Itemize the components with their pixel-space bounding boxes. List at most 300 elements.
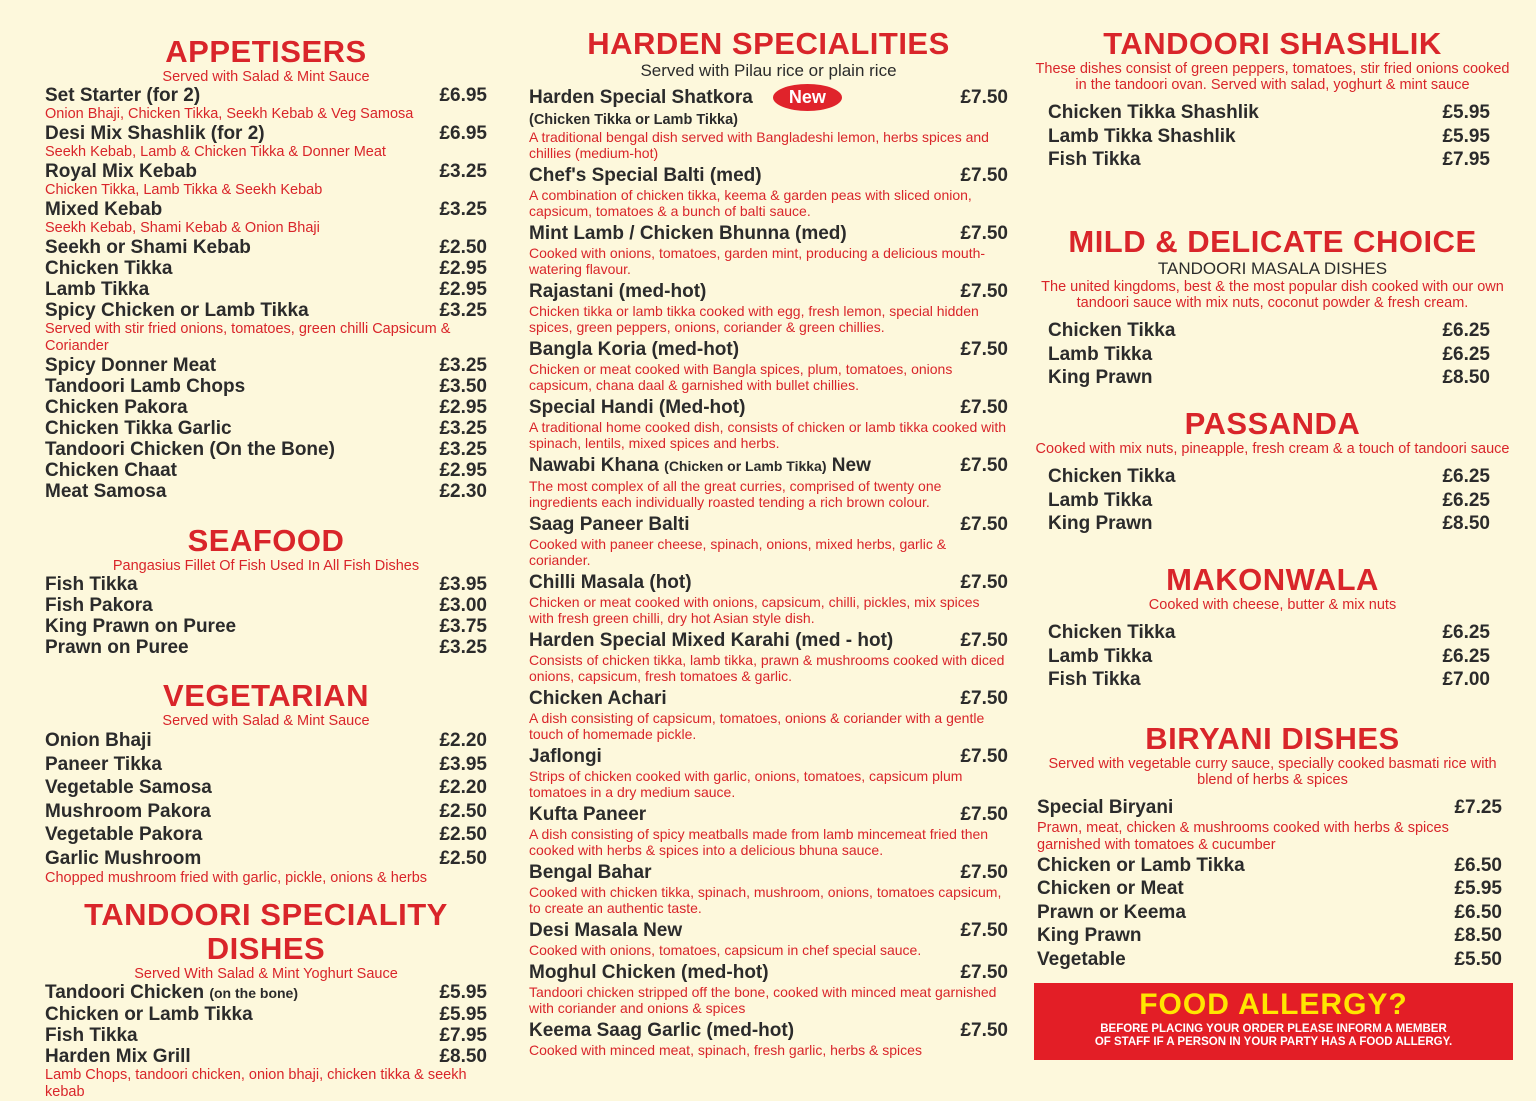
menu-item [45,729,487,753]
section-mild-delicate-choice [1035,225,1510,390]
item-price: £2.50 [439,237,487,258]
item-price: £3.25 [439,300,487,321]
item-name-group [529,745,602,768]
menu-item-row [45,376,487,397]
item-name: Seekh or Shami Kebab [45,237,251,258]
item-price: £7.50 [960,223,1008,244]
menu-item-row [1048,645,1490,669]
menu-item-row [1037,924,1502,948]
section-subtitle: Served with vegetable curry sauce, specially cooked basmati rice with blend of herbs & spices [1048,756,1497,788]
menu-item-row [45,753,487,777]
item-name-group [1037,948,1126,972]
menu-item [1037,901,1502,925]
section-subtitle: These dishes consist of green peppers, tomatoes, stir fried onions cooked in the tandoori ovan. Served with salad, yoghurt & mint sauce [1035,61,1510,93]
item-name-group [45,753,162,777]
item-list [1035,621,1510,692]
item-price: £7.50 [960,862,1008,883]
menu-item-row [529,454,1008,478]
menu-item-row [45,418,487,439]
item-name: Tandoori Chicken (On the Bone) [45,439,335,460]
item-price: £7.50 [960,165,1008,186]
menu-item-row [45,729,487,753]
item-price: £7.95 [439,1025,487,1046]
item-price: £2.20 [439,730,487,751]
menu-item [1048,512,1490,536]
item-name-group [45,258,172,279]
item-name: Chicken Tikka Garlic [45,418,232,439]
menu-item [529,629,1008,684]
item-description: The most complex of all the great curries, comprised of twenty one ingredients each individually roasted tending a rich brown colour. [529,478,942,510]
menu-item-row [529,687,1008,710]
item-price: £2.95 [439,397,487,418]
menu-item-row [529,1019,1008,1042]
item-name: Lamb Tikka [1048,645,1153,667]
menu-item [45,595,487,616]
new-badge: New [773,84,842,111]
item-list [45,85,487,502]
item-description: A dish consisting of spicy meatballs made from lamb mincemeat fried then cooked with herbs & spices into a delicious bhuna sauce. [529,826,989,858]
item-name: Mint Lamb / Chicken Bhunna (med) [529,223,847,244]
menu-item-row [529,919,1008,942]
item-price: £8.50 [439,1046,487,1067]
menu-item [529,1019,1008,1058]
item-name: Chicken Pakora [45,397,188,418]
section-title: APPETISERS [165,34,367,69]
menu-item-row [529,84,1008,111]
item-name: Royal Mix Kebab [45,161,198,182]
menu-item [529,919,1008,958]
item-name-group [529,396,745,419]
item-note: (Chicken or Lamb Tikka) [664,458,827,474]
section-heading: TANDOORI MASALA DISHES [1157,259,1388,278]
item-name-group [45,982,298,1004]
menu-item [45,616,487,637]
item-price: £7.50 [960,630,1008,651]
menu-item [1048,319,1490,343]
item-name: Desi Mix Shashlik (for 2) [45,123,265,144]
item-price: £8.50 [1442,513,1490,534]
item-price: £8.50 [1442,367,1490,388]
item-list [45,982,487,1101]
menu-item [529,396,1008,451]
item-name: Rajastani (med-hot) [529,281,707,302]
section-subtitle: Cooked with cheese, butter & mix nuts [1148,597,1397,613]
item-description: Chicken tikka or lamb tikka cooked with egg, fresh lemon, special hidden spices, green peppers, onions, coriander & green chillies. [529,303,979,335]
item-price: £3.95 [439,753,487,775]
item-price: £3.25 [439,439,487,460]
section-title: TANDOORI SHASHLIK [1103,26,1442,61]
item-price: £7.50 [960,1020,1008,1041]
item-name-group [45,123,265,144]
item-name-group [529,961,769,984]
menu-item [529,222,1008,277]
item-list [1035,101,1510,172]
menu-item [45,823,487,847]
menu-item [45,85,487,123]
item-name-group [45,279,149,300]
section-seafood [45,524,487,658]
item-price: £7.50 [960,339,1008,360]
menu-item [45,199,487,237]
item-price: £6.25 [1442,622,1490,643]
section-tandoori-speciality-dishes [45,898,487,1101]
menu-item-row [1048,668,1490,692]
menu-item [1048,489,1490,513]
menu-item-row [45,1004,487,1025]
menu-item-row [529,803,1008,826]
item-name: Garlic Mushroom [45,847,202,869]
menu-item-row [529,571,1008,594]
item-name-group [1048,465,1175,489]
section-passanda [1035,407,1510,536]
menu-item-row [1048,366,1490,390]
menu-item-row [45,847,487,871]
item-name-group [45,161,197,182]
item-name: Harden Special Mixed Karahi (med - hot) [529,630,894,651]
item-name: King Prawn [1048,513,1153,534]
item-name-group [1037,901,1186,925]
menu-item-row [1048,343,1490,367]
item-name: Tandoori Chicken [45,982,205,1003]
item-price: £8.50 [1454,925,1502,946]
item-price: £5.95 [439,1004,487,1025]
item-name: Kufta Paneer [529,804,647,825]
allergy-text: BEFORE PLACING YOUR ORDER PLEASE INFORM A MEMBER OF STAFF IF A PERSON IN YOUR PARTY HAS A FOOD ALLERGY. [1094,1023,1453,1048]
item-name-group [1048,512,1153,536]
section-tandoori-shashlik [1035,27,1510,172]
item-name: Chicken Achari [529,688,667,709]
item-name: Chicken Chaat [45,460,177,481]
item-price: £7.50 [960,397,1008,418]
item-price: £7.50 [960,962,1008,983]
item-name-group [45,376,245,397]
menu-item-row [45,1046,487,1067]
menu-item [45,397,487,418]
item-price: £3.50 [439,376,487,397]
item-name-group [1037,854,1245,878]
item-name-group [45,439,335,460]
item-price: £6.95 [439,85,487,106]
item-name-group [529,861,651,884]
item-list [45,729,487,887]
menu-item [529,164,1008,219]
item-description: Prawn, meat, chicken & mushrooms cooked with herbs & spices garnished with tomatoes & cucumber [1037,819,1449,853]
item-name: Bengal Bahar [529,862,652,883]
item-name: Chef's Special Balti (med) [529,165,762,186]
item-name: Special Handi (Med-hot) [529,397,746,418]
item-name: Set Starter (for 2) [45,85,201,106]
item-description: Tandoori chicken stripped off the bone, cooked with minced meat garnished with coriander and onions & spices [529,984,997,1016]
item-name-group [529,629,893,652]
menu-item-row [529,164,1008,187]
item-name: Chicken Tikka [1048,466,1176,487]
item-name: Lamb Tikka Shashlik [1048,125,1236,147]
menu-item [529,803,1008,858]
item-name: Desi Masala New [529,920,683,941]
menu-item-row [45,397,487,418]
menu-item-row [529,396,1008,419]
item-name: Chicken or Meat [1037,878,1184,899]
menu-item-row [529,745,1008,768]
item-price: £7.50 [960,455,1008,476]
section-title: PASSANDA [1184,406,1361,441]
menu-item [45,776,487,800]
item-name: Harden Mix Grill [45,1046,191,1067]
menu-item-row [529,629,1008,652]
item-name-group [45,1025,138,1046]
section-subtitle: Served with Salad & Mint Sauce [162,69,370,85]
menu-item [1037,796,1502,854]
item-name: Onion Bhaji [45,730,152,751]
item-price: £7.25 [1454,797,1502,818]
item-price: £5.50 [1454,948,1502,970]
item-name: Lamb Tikka [45,279,150,300]
item-list [529,84,1008,1058]
item-name: Mixed Kebab [45,199,163,220]
menu-item [45,982,487,1004]
menu-item [45,300,487,355]
menu-item-row [1048,148,1490,172]
menu-item [529,280,1008,335]
menu-item-row [1048,512,1490,536]
item-description: Consists of chicken tikka, lamb tikka, prawn & mushrooms cooked with diced onions, capsicum, fresh tomatoes & garlic. [529,652,1005,684]
menu-item [45,1004,487,1025]
allergy-title: FOOD ALLERGY? [1139,988,1408,1021]
section-harden-specialities [529,27,1008,1058]
menu-item [45,847,487,888]
item-name-group [45,397,188,418]
item-name: Chicken or Lamb Tikka [1037,854,1245,876]
item-price: £6.25 [1442,489,1490,511]
item-name-group [45,574,138,595]
item-name-group [45,355,216,376]
item-list [1035,465,1510,536]
item-price: £3.95 [439,574,487,595]
item-price: £7.00 [1442,669,1490,690]
item-name: Vegetable Pakora [45,824,203,845]
menu-item [45,460,487,481]
item-price: £6.25 [1442,466,1490,487]
item-price: £7.50 [960,804,1008,825]
menu-item [1048,148,1490,172]
menu-item [45,637,487,658]
section-title: HARDEN SPECIALITIES [587,26,950,61]
menu-item-row [1037,854,1502,878]
item-name-group [1037,924,1142,948]
menu-item [45,237,487,258]
item-name-group [1037,796,1173,820]
item-name: Keema Saag Garlic (med-hot) [529,1020,795,1041]
item-name: King Prawn on Puree [45,616,237,637]
item-name: Chilli Masala (hot) [529,572,692,593]
item-name: Fish Tikka [45,1025,138,1046]
item-name-group [45,800,211,824]
item-price: £6.25 [1442,343,1490,365]
menu-item-row [529,280,1008,303]
menu-item-row [1048,101,1490,125]
section-subtitle: Served With Salad & Mint Yoghurt Sauce [134,966,398,982]
section-title: MILD & DELICATE CHOICE [1068,224,1477,259]
item-name: King Prawn [1037,925,1142,946]
menu-item [45,753,487,777]
item-description: Chicken or meat cooked with Bangla spices, plum, tomatoes, onions capsicum, chana daal & garnished with bullet chillies. [529,361,953,393]
menu-item-row [529,861,1008,884]
menu-item [529,961,1008,1016]
item-price: £2.50 [439,847,487,869]
item-name-group [45,1046,191,1067]
menu-item-row [45,300,487,321]
menu-item [45,279,487,300]
item-name-group [529,1019,794,1042]
item-name: Nawabi Khana [529,455,659,476]
menu-item-row [45,823,487,847]
item-name: Prawn or Keema [1037,901,1186,923]
menu-item-row [45,439,487,460]
item-name-group [1048,645,1152,669]
item-name: Saag Paneer Balti [529,514,690,535]
item-name-group [1048,489,1152,513]
menu-item-row [1048,489,1490,513]
menu-item [529,745,1008,800]
menu-item [45,161,487,199]
section-title: SEAFOOD [187,523,345,558]
item-name: Chicken Tikka Shashlik [1048,102,1259,123]
item-name-group [529,84,842,111]
item-name-group [529,571,692,594]
section-title: VEGETARIAN [163,678,369,713]
item-price: £6.25 [1442,320,1490,341]
item-name: Jaflongi [529,746,602,767]
menu-item-row [1048,465,1490,489]
menu-item-row [1048,621,1490,645]
menu-item [1037,948,1502,972]
item-name-group [45,595,153,616]
item-price: £3.25 [439,355,487,376]
menu-item [1048,621,1490,645]
item-name-group [1048,125,1236,149]
menu-item-row [45,982,487,1004]
item-name-group [529,222,847,245]
item-price: £2.95 [439,460,487,481]
menu-item-row [529,961,1008,984]
menu-item [1048,668,1490,692]
menu-item [45,376,487,397]
item-price: £2.50 [439,800,487,822]
item-name: Tandoori Lamb Chops [45,376,246,397]
item-description: Chopped mushroom fried with garlic, pickle, onions & herbs [45,870,428,886]
menu-item [529,513,1008,568]
item-price: £7.50 [960,746,1008,767]
item-name-group [529,338,739,361]
item-name-group [45,847,201,871]
item-price: £6.25 [1442,645,1490,667]
menu-item [45,418,487,439]
item-price: £7.50 [960,87,1008,108]
item-price: £3.25 [439,418,487,439]
item-price: £7.50 [960,688,1008,709]
item-name-group [1037,877,1184,901]
menu-item [1037,924,1502,948]
menu-item-row [45,481,487,502]
item-description: A traditional bengal dish served with Bangladeshi lemon, herbs spices and chillies (medium-hot) [529,129,989,161]
item-description: Cooked with chicken tikka, spinach, mushroom, onions, tomatoes capsicum, to create an authentic taste. [529,884,1002,916]
menu-item [1037,877,1502,901]
menu-item [1048,125,1490,149]
item-name-group [45,418,232,439]
menu-item [1037,854,1502,878]
section-title: TANDOORI SPECIALITY DISHES [84,897,448,966]
menu-item-row [529,222,1008,245]
menu-item-row [45,123,487,144]
item-name: Chicken Tikka [1048,320,1176,341]
menu-item-row [45,1025,487,1046]
item-name-group [529,687,667,710]
item-name: Vegetable Samosa [45,777,212,798]
menu-item-row [529,338,1008,361]
menu-item [45,1046,487,1101]
item-description: A combination of chicken tikka, keema & garden peas with sliced onion, capsicum, tomatoes & a bunch of balti sauce. [529,187,972,219]
item-price: £2.95 [439,279,487,300]
item-description: Strips of chicken cooked with garlic, onions, tomatoes, capsicum plum tomatoes in a dry medium sauce. [529,768,963,800]
item-name-group [45,729,152,753]
section-title: BIRYANI DISHES [1145,721,1400,756]
menu-item-row [45,161,487,182]
item-name-group [45,199,162,220]
item-description: Cooked with onions, tomatoes, garden mint, producing a delicious mouth-watering flavour. [529,245,986,277]
section-title: MAKONWALA [1166,562,1379,597]
section-makonwala [1035,563,1510,692]
item-name-group [1048,148,1141,172]
menu-item [529,84,1008,161]
section-heading: Served with Pilau rice or plain rice [640,61,897,80]
item-subname: (Chicken Tikka or Lamb Tikka) [529,112,738,128]
item-price: £2.95 [439,258,487,279]
menu-item-row [45,800,487,824]
item-name-group [1048,101,1259,125]
item-name-group [45,637,189,658]
menu-item-row [1037,948,1502,972]
menu-item [1048,343,1490,367]
menu-item-row [45,616,487,637]
menu-item [529,861,1008,916]
item-list [45,574,487,658]
item-name: Moghul Chicken (med-hot) [529,962,769,983]
item-description: Chicken Tikka, Lamb Tikka & Seekh Kebab [45,182,323,198]
item-name: Spicy Donner Meat [45,355,217,376]
item-description: Served with stir fried onions, tomatoes, green chilli Capsicum & Coriander [45,321,451,354]
item-price: £2.20 [439,777,487,798]
item-price: £2.50 [439,824,487,845]
menu-item-row [1037,796,1502,820]
item-name: Meat Samosa [45,481,167,502]
menu-item-row [45,85,487,106]
menu-item [45,439,487,460]
item-price: £3.25 [439,161,487,182]
item-price: £3.25 [439,637,487,658]
menu-item-row [1037,877,1502,901]
menu-item [1048,645,1490,669]
new-label: New [831,455,871,476]
item-name-group [45,460,177,481]
item-name: Fish Tikka [1048,669,1141,690]
item-name: Vegetable [1037,948,1126,970]
item-name-group [529,280,706,303]
menu-item-row [45,258,487,279]
item-price: £7.50 [960,514,1008,535]
item-price: £6.95 [439,123,487,144]
menu-item [45,481,487,502]
section-subtitle: The united kingdoms, best & the most popular dish cooked with our own tandoori sauce with mix nuts, coconut powder & fresh cream. [1041,279,1504,311]
